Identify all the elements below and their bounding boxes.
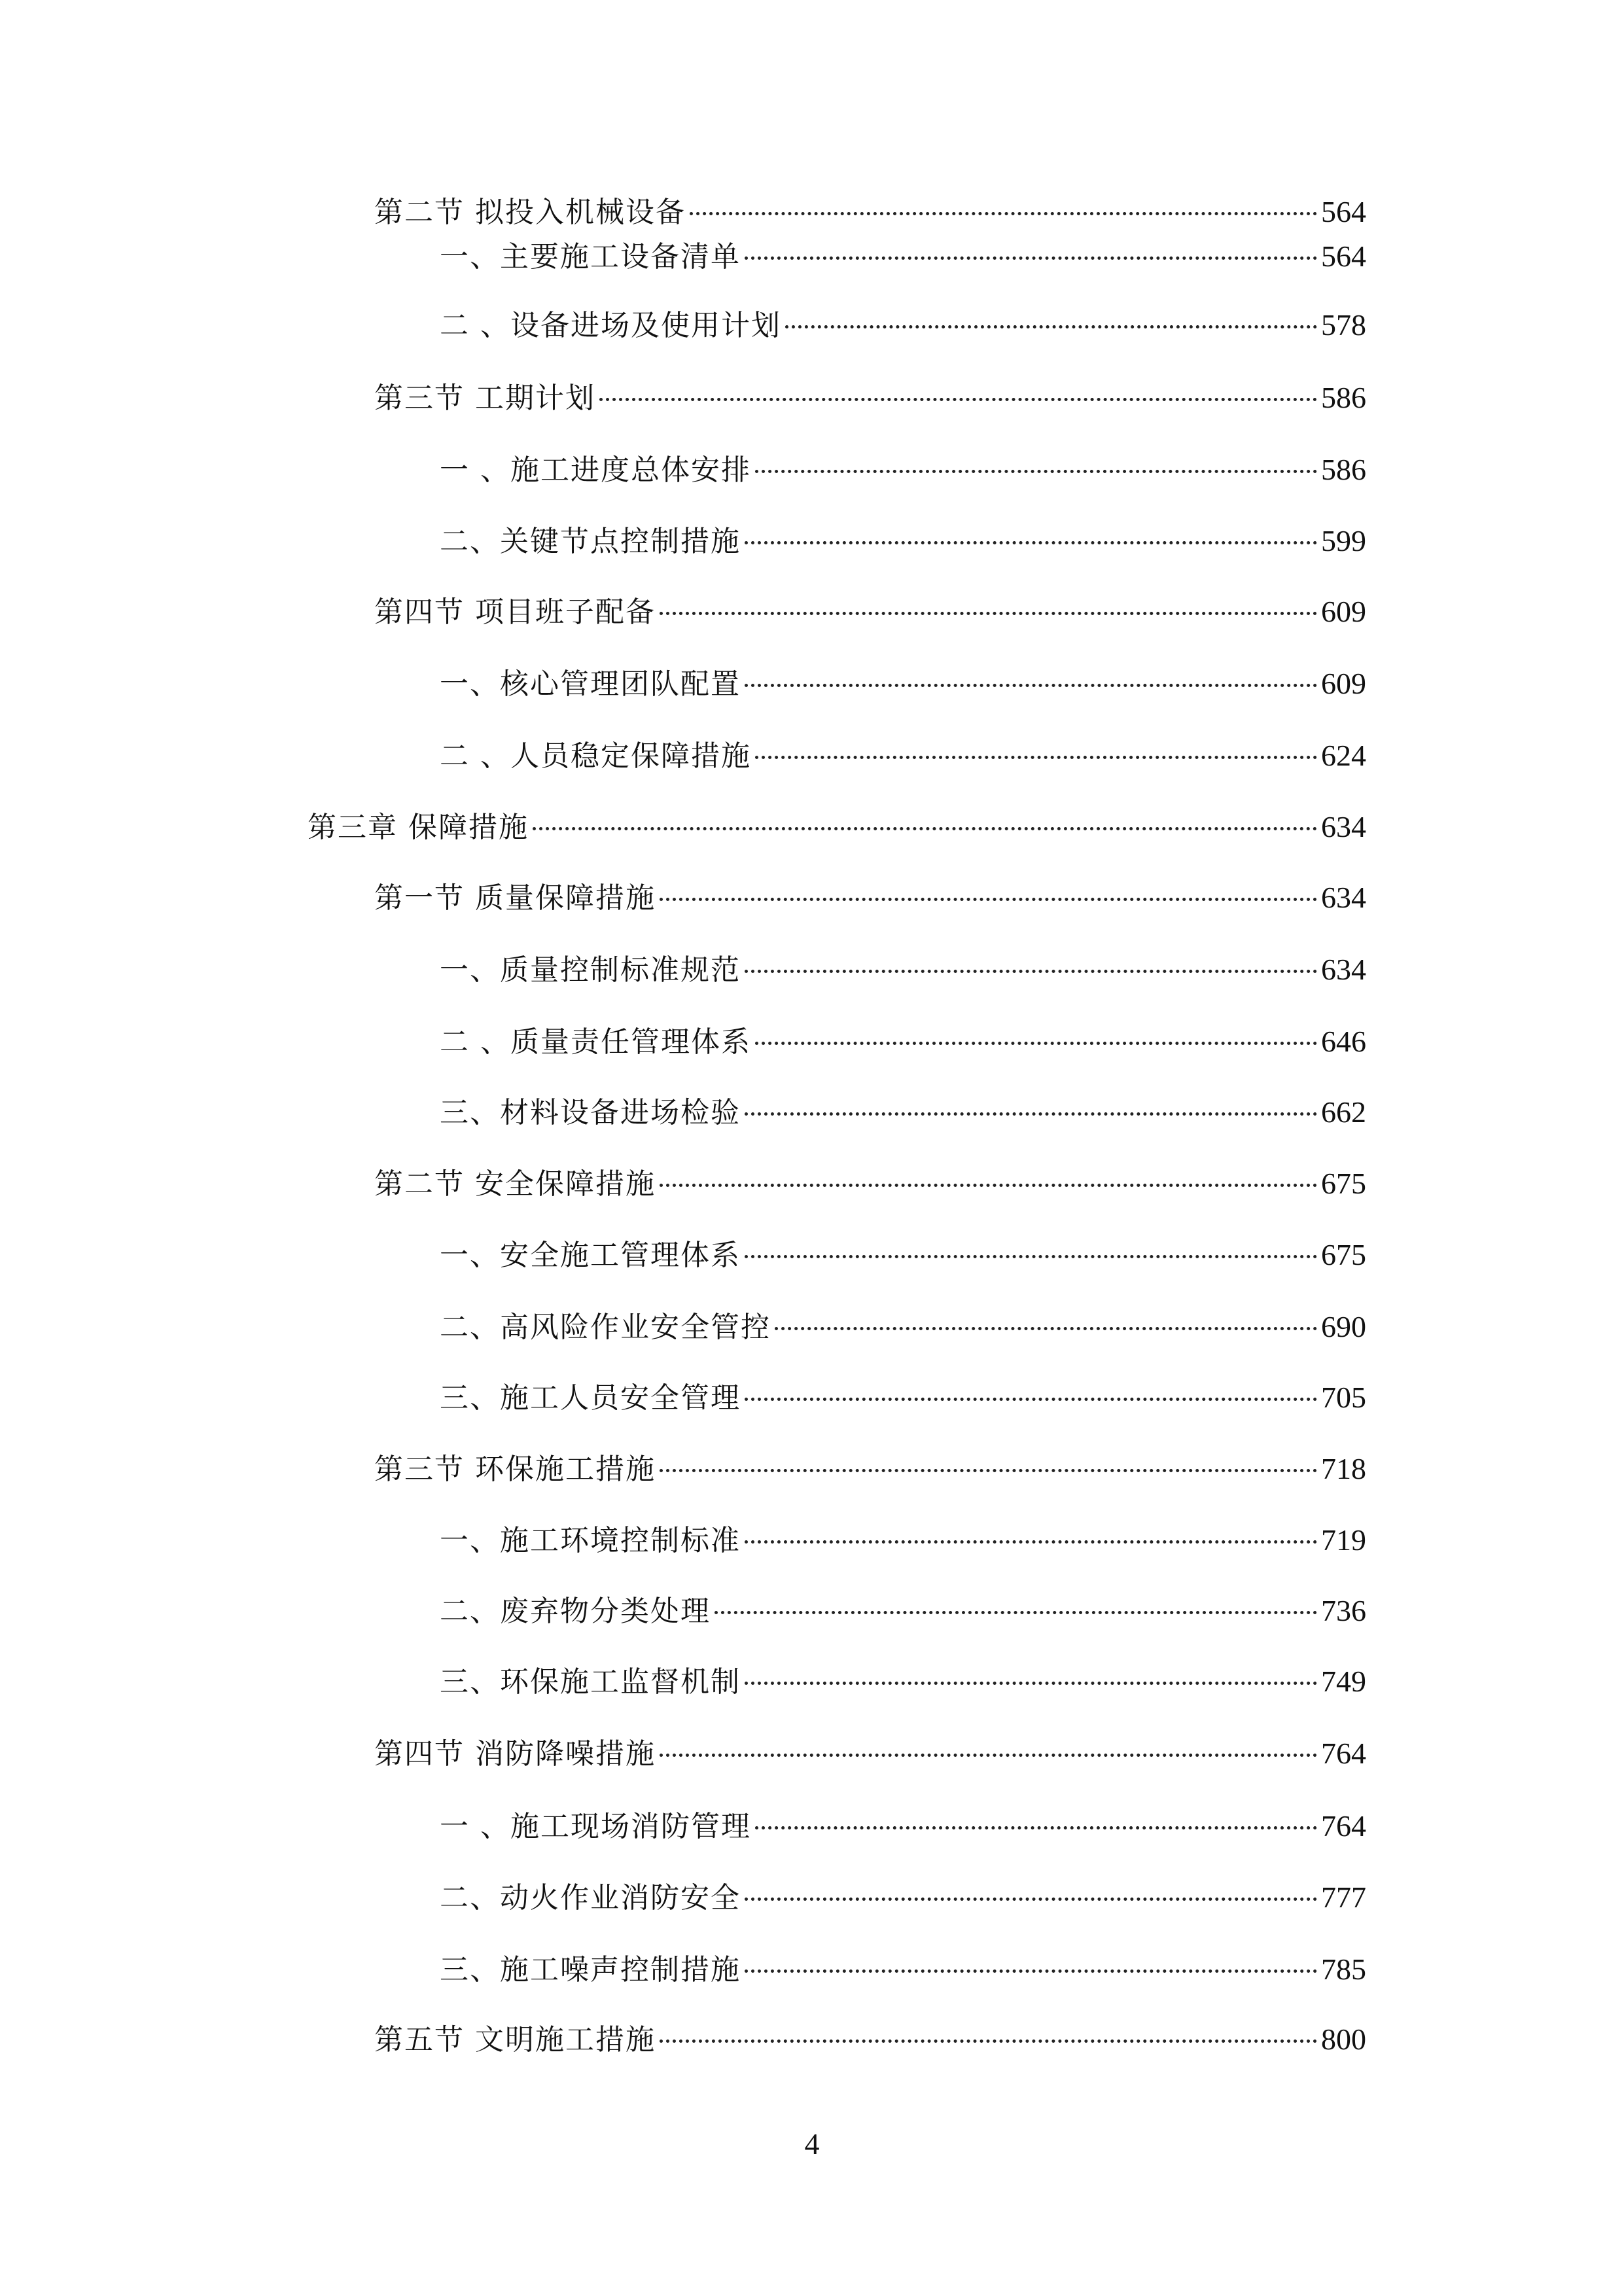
toc-entry-label: 一 、施工进度总体安排 (440, 453, 751, 487)
toc-entry[interactable] (440, 1021, 1366, 1063)
toc-entry[interactable] (440, 304, 1366, 346)
toc-entry-label: 一、施工环境控制标准 (440, 1524, 741, 1557)
dot-leader (755, 1826, 1317, 1829)
toc-entry-label: 第五节 文明施工措施 (374, 2023, 656, 2057)
toc-entry-page: 564 (1321, 239, 1366, 273)
toc-entry[interactable] (374, 1448, 1366, 1490)
dot-leader (690, 212, 1317, 215)
toc-entry-label: 一、安全施工管理体系 (440, 1239, 741, 1272)
toc-entry[interactable] (308, 806, 1366, 848)
toc-entry[interactable] (440, 449, 1366, 491)
toc-entry-page: 599 (1321, 524, 1366, 557)
dot-leader (785, 325, 1317, 328)
dot-leader (745, 256, 1317, 260)
toc-entry-label: 二、关键节点控制措施 (440, 525, 741, 558)
toc-entry-label: 第三章 保障措施 (308, 811, 529, 844)
toc-entry[interactable] (440, 1091, 1366, 1133)
toc-entry-label: 二 、质量责任管理体系 (440, 1025, 751, 1059)
toc-entry-label: 第二节 安全保障措施 (374, 1167, 656, 1201)
toc-entry[interactable] (440, 1877, 1366, 1918)
toc-entry-label: 第三节 环保施工措施 (374, 1453, 656, 1486)
dot-leader (775, 1327, 1317, 1330)
toc-entry-page: 749 (1321, 1665, 1366, 1698)
dot-leader (745, 1398, 1317, 1401)
toc-entry-label: 三、施工噪声控制措施 (440, 1953, 741, 1987)
dot-leader (755, 470, 1317, 473)
toc-entry-label: 二、废弃物分类处理 (440, 1595, 711, 1628)
dot-leader (660, 1184, 1317, 1187)
toc-entry[interactable] (374, 1733, 1366, 1775)
toc-entry[interactable] (374, 377, 1366, 419)
dot-leader (660, 1754, 1317, 1757)
toc-entry-label: 三、环保施工监督机制 (440, 1665, 741, 1699)
toc-entry-page: 564 (1321, 195, 1366, 228)
toc-entry-page: 578 (1321, 308, 1366, 342)
dot-leader (715, 1611, 1317, 1614)
toc-entry[interactable] (440, 236, 1366, 277)
toc-entry-label: 第二节 拟投入机械设备 (374, 196, 686, 229)
toc-entry-page: 718 (1321, 1452, 1366, 1485)
toc-entry-page: 634 (1321, 953, 1366, 986)
dot-leader (533, 827, 1317, 830)
toc-entry[interactable] (374, 2019, 1366, 2060)
toc-entry-label: 一 、施工现场消防管理 (440, 1810, 751, 1843)
toc-entry-page: 800 (1321, 2022, 1366, 2056)
toc-entry-label: 一、主要施工设备清单 (440, 240, 741, 274)
toc-entry-page: 662 (1321, 1095, 1366, 1129)
toc-entry[interactable] (440, 520, 1366, 562)
dot-leader (599, 398, 1317, 401)
toc-entry-page: 785 (1321, 1952, 1366, 1986)
toc-entry[interactable] (374, 877, 1366, 919)
toc-entry-page: 764 (1321, 1809, 1366, 1843)
dot-leader (755, 756, 1317, 759)
toc-entry-page: 609 (1321, 667, 1366, 700)
toc-entry[interactable] (440, 1306, 1366, 1348)
toc-entry-page: 634 (1321, 881, 1366, 914)
toc-entry-page: 586 (1321, 381, 1366, 414)
toc-entry-label: 二 、人员稳定保障措施 (440, 739, 751, 773)
dot-leader (745, 1540, 1317, 1544)
toc-entry[interactable] (374, 1163, 1366, 1205)
page-number: 4 (804, 2127, 820, 2161)
toc-entry[interactable] (440, 1661, 1366, 1703)
dot-leader (745, 1898, 1317, 1901)
toc-entry[interactable] (440, 1805, 1366, 1847)
toc-entry-page: 646 (1321, 1025, 1366, 1058)
toc-entry[interactable] (440, 735, 1366, 777)
dot-leader (745, 1255, 1317, 1258)
toc-entry-page: 690 (1321, 1310, 1366, 1343)
toc-entry-label: 一、核心管理团队配置 (440, 667, 741, 701)
dot-leader (660, 2040, 1317, 2043)
toc-entry-page: 736 (1321, 1594, 1366, 1627)
toc-entry[interactable] (440, 1949, 1366, 1990)
toc-entry[interactable] (440, 1234, 1366, 1276)
toc-entry-label: 三、施工人员安全管理 (440, 1381, 741, 1415)
toc-entry-label: 第一节 质量保障措施 (374, 881, 656, 915)
dot-leader (755, 1042, 1317, 1045)
toc-entry-label: 二、动火作业消防安全 (440, 1881, 741, 1915)
toc-entry-label: 第四节 消防降噪措施 (374, 1737, 656, 1771)
dot-leader (745, 1112, 1317, 1116)
toc-entry[interactable] (440, 663, 1366, 705)
dot-leader (745, 541, 1317, 544)
toc-entry-label: 二 、设备进场及使用计划 (440, 309, 781, 342)
toc-entry[interactable] (440, 1519, 1366, 1561)
toc-entry[interactable] (440, 1377, 1366, 1419)
dot-leader (660, 1469, 1317, 1472)
toc-entry-page: 675 (1321, 1167, 1366, 1200)
dot-leader (745, 1682, 1317, 1685)
toc-entry[interactable] (440, 1590, 1366, 1632)
toc-entry-page: 624 (1321, 739, 1366, 772)
toc-entry-page: 609 (1321, 595, 1366, 628)
toc-entry-page: 777 (1321, 1881, 1366, 1914)
toc-entry-label: 三、材料设备进场检验 (440, 1096, 741, 1129)
toc-entry-label: 一、质量控制标准规范 (440, 953, 741, 987)
dot-leader (660, 612, 1317, 615)
dot-leader (660, 898, 1317, 901)
toc-entry-page: 764 (1321, 1737, 1366, 1770)
toc-entry-label: 第三节 工期计划 (374, 381, 595, 415)
toc-entry[interactable] (440, 949, 1366, 991)
toc-entry-page: 719 (1321, 1523, 1366, 1557)
toc-entry-label: 二、高风险作业安全管控 (440, 1311, 771, 1344)
toc-entry[interactable] (374, 591, 1366, 633)
dot-leader (745, 684, 1317, 687)
dot-leader (745, 970, 1317, 973)
toc-entry-page: 634 (1321, 810, 1366, 843)
toc-entry-page: 675 (1321, 1238, 1366, 1271)
dot-leader (745, 1969, 1317, 1973)
toc-entry-page: 586 (1321, 453, 1366, 486)
toc-entry[interactable] (374, 191, 1366, 233)
toc-entry-page: 705 (1321, 1381, 1366, 1414)
toc-entry-label: 第四节 项目班子配备 (374, 595, 656, 629)
